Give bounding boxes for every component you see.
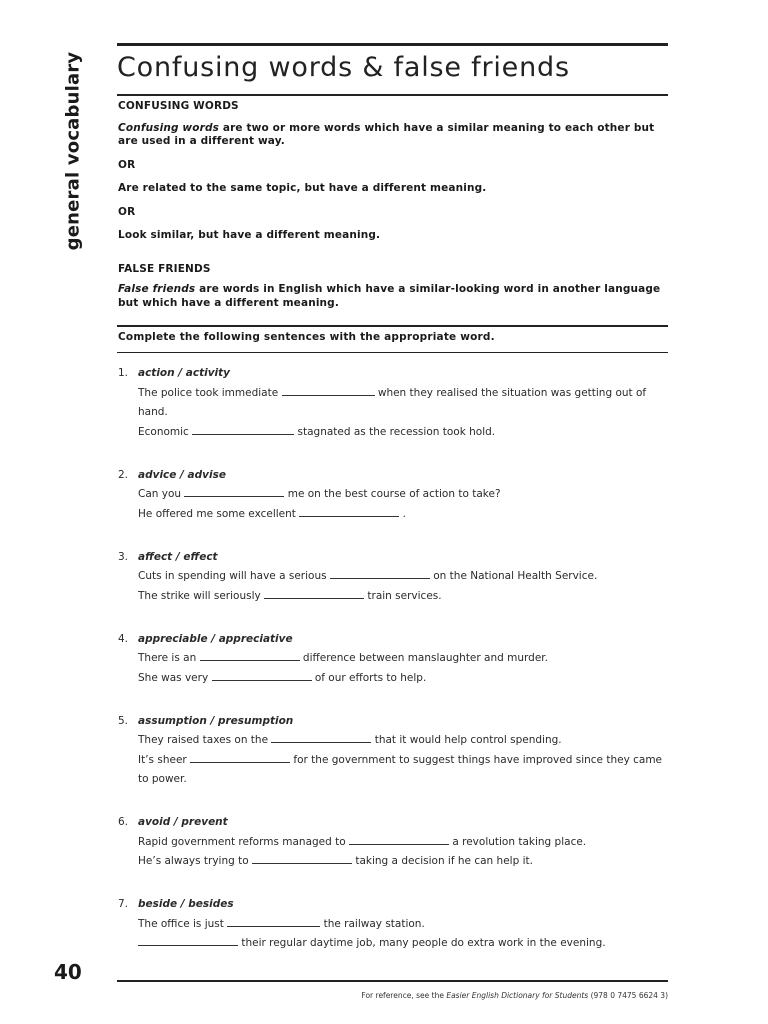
sentence-text: There is an bbox=[138, 652, 200, 664]
exercise-sentence bbox=[118, 669, 670, 689]
exercise-item bbox=[118, 548, 670, 607]
exercise-number: 7. bbox=[118, 898, 129, 910]
answer-blank[interactable] bbox=[349, 833, 449, 845]
answer-blank[interactable] bbox=[227, 915, 320, 927]
word-pair: advice / advise bbox=[138, 468, 226, 481]
section-side-tab bbox=[56, 46, 90, 256]
sentence-text: Cuts in spending will have a serious bbox=[138, 570, 330, 582]
confusing-words-definition bbox=[118, 122, 670, 149]
sentence-text: taking a decision if he can help it. bbox=[352, 855, 533, 867]
exercise-sentence bbox=[118, 751, 670, 790]
sentence-text: . bbox=[399, 507, 406, 520]
alternative-definition-2: Look similar, but have a different meaning. bbox=[118, 229, 381, 241]
footer-rule bbox=[117, 980, 668, 982]
sentence-text: stagnated as the recession took hold. bbox=[294, 425, 496, 438]
title-rule bbox=[117, 94, 668, 96]
word-pair: affect / effect bbox=[138, 550, 218, 563]
top-rule bbox=[117, 43, 668, 46]
sentence-text: The office is just bbox=[138, 917, 228, 930]
exercise-item bbox=[118, 895, 670, 954]
sentence-text: They raised taxes on the bbox=[138, 734, 272, 746]
sentence-text: that it would help control spending. bbox=[371, 734, 562, 746]
sentence-text: It’s sheer bbox=[138, 753, 191, 766]
answer-blank[interactable] bbox=[330, 567, 430, 579]
exercise-list bbox=[118, 364, 670, 977]
exercise-sentence bbox=[118, 915, 670, 935]
footer-isbn: (978 0 7475 6624 3) bbox=[588, 991, 668, 1000]
confusing-words-heading: CONFUSING WORDS bbox=[118, 100, 239, 112]
answer-blank[interactable] bbox=[282, 384, 375, 396]
exercise-number: 5. bbox=[118, 714, 129, 727]
or-label: OR bbox=[118, 158, 136, 171]
exercise-item bbox=[118, 712, 670, 790]
exercise-heading bbox=[118, 630, 670, 650]
exercise-sentence bbox=[118, 587, 670, 607]
page-title: Confusing words & false friends bbox=[117, 52, 570, 83]
false-friends-heading: FALSE FRIENDS bbox=[118, 262, 211, 275]
side-tab-label: general vocabulary bbox=[62, 51, 84, 251]
answer-blank[interactable] bbox=[264, 587, 364, 599]
sentence-text: He’s always trying to bbox=[138, 855, 252, 867]
false-friends-term: False friends bbox=[118, 283, 196, 295]
answer-blank[interactable] bbox=[200, 649, 300, 661]
confusing-words-def-text: are two or more words which have a similar meaning to each other but are used in a different way. bbox=[118, 121, 655, 147]
exercise-heading bbox=[118, 548, 670, 568]
exercise-item bbox=[118, 630, 670, 689]
exercise-item bbox=[118, 364, 670, 442]
sentence-text: their regular daytime job, many people do extra work in the evening. bbox=[238, 937, 606, 949]
answer-blank[interactable] bbox=[190, 751, 290, 763]
exercise-heading bbox=[118, 895, 670, 915]
exercise-number: 3. bbox=[118, 550, 129, 563]
exercise-sentence bbox=[118, 485, 670, 505]
answer-blank[interactable] bbox=[184, 485, 284, 497]
sentence-text: The police took immediate bbox=[138, 386, 282, 399]
sentence-text: of our efforts to help. bbox=[311, 671, 427, 684]
exercise-heading bbox=[118, 364, 670, 384]
sentence-text: Can you bbox=[138, 488, 185, 500]
exercise-heading bbox=[118, 712, 670, 732]
exercise-number: 6. bbox=[118, 816, 129, 828]
page-number: 40 bbox=[54, 960, 82, 984]
word-pair: action / activity bbox=[138, 367, 230, 379]
sentence-text: a revolution taking place. bbox=[449, 835, 587, 848]
instruction-rule-top bbox=[117, 325, 668, 327]
exercise-instruction: Complete the following sentences with the appropriate word. bbox=[118, 331, 495, 343]
footer-text: For reference, see the bbox=[361, 991, 447, 1000]
sentence-text: me on the best course of action to take? bbox=[284, 488, 501, 500]
exercise-sentence bbox=[118, 731, 670, 751]
sentence-text: when they realised the situation was getting out of hand. bbox=[138, 386, 647, 418]
exercise-heading bbox=[118, 466, 670, 486]
sentence-text: train services. bbox=[364, 589, 442, 602]
sentence-text: on the National Health Service. bbox=[429, 570, 598, 582]
exercise-sentence bbox=[118, 505, 670, 525]
word-pair: appreciable / appreciative bbox=[138, 632, 293, 645]
answer-blank[interactable] bbox=[271, 731, 371, 743]
exercise-sentence bbox=[118, 649, 670, 669]
sentence-text: The strike will seriously bbox=[138, 589, 265, 602]
answer-blank[interactable] bbox=[252, 852, 352, 864]
intro-section bbox=[118, 100, 670, 310]
false-friends-def-text: are words in English which have a similar-looking word in another language but which have a different meaning. bbox=[118, 283, 661, 309]
footer-reference bbox=[361, 991, 668, 1000]
false-friends-definition bbox=[118, 283, 670, 310]
exercise-sentence bbox=[118, 934, 670, 954]
sentence-text: Rapid government reforms managed to bbox=[138, 835, 350, 848]
answer-blank[interactable] bbox=[299, 505, 399, 517]
sentence-text: Economic bbox=[138, 425, 193, 438]
word-pair: assumption / presumption bbox=[138, 714, 294, 727]
word-pair: avoid / prevent bbox=[138, 816, 228, 828]
confusing-words-term: Confusing words bbox=[118, 121, 220, 134]
sentence-text: the railway station. bbox=[320, 917, 425, 930]
exercise-item bbox=[118, 813, 670, 872]
sentence-text: for the government to suggest things have improved since they came to power. bbox=[138, 753, 663, 785]
exercise-sentence bbox=[118, 384, 670, 423]
exercise-sentence bbox=[118, 423, 670, 443]
exercise-sentence bbox=[118, 833, 670, 853]
instruction-rule-bottom bbox=[117, 352, 668, 353]
exercise-number: 1. bbox=[118, 367, 129, 379]
exercise-sentence bbox=[118, 852, 670, 872]
sentence-text: She was very bbox=[138, 671, 212, 684]
sentence-text: difference between manslaughter and murder. bbox=[299, 652, 548, 664]
answer-blank[interactable] bbox=[212, 669, 312, 681]
exercise-number: 4. bbox=[118, 632, 129, 645]
exercise-sentence bbox=[118, 567, 670, 587]
alternative-definition-1: Are related to the same topic, but have a different meaning. bbox=[118, 182, 487, 194]
answer-blank[interactable] bbox=[192, 423, 294, 435]
or-label: OR bbox=[118, 205, 136, 218]
sentence-text: He offered me some excellent bbox=[138, 507, 300, 520]
word-pair: beside / besides bbox=[138, 898, 234, 910]
footer-book-title: Easier English Dictionary for Students bbox=[446, 991, 589, 1000]
exercise-item bbox=[118, 466, 670, 525]
exercise-heading bbox=[118, 813, 670, 833]
answer-blank[interactable] bbox=[138, 934, 238, 946]
exercise-number: 2. bbox=[118, 468, 129, 481]
